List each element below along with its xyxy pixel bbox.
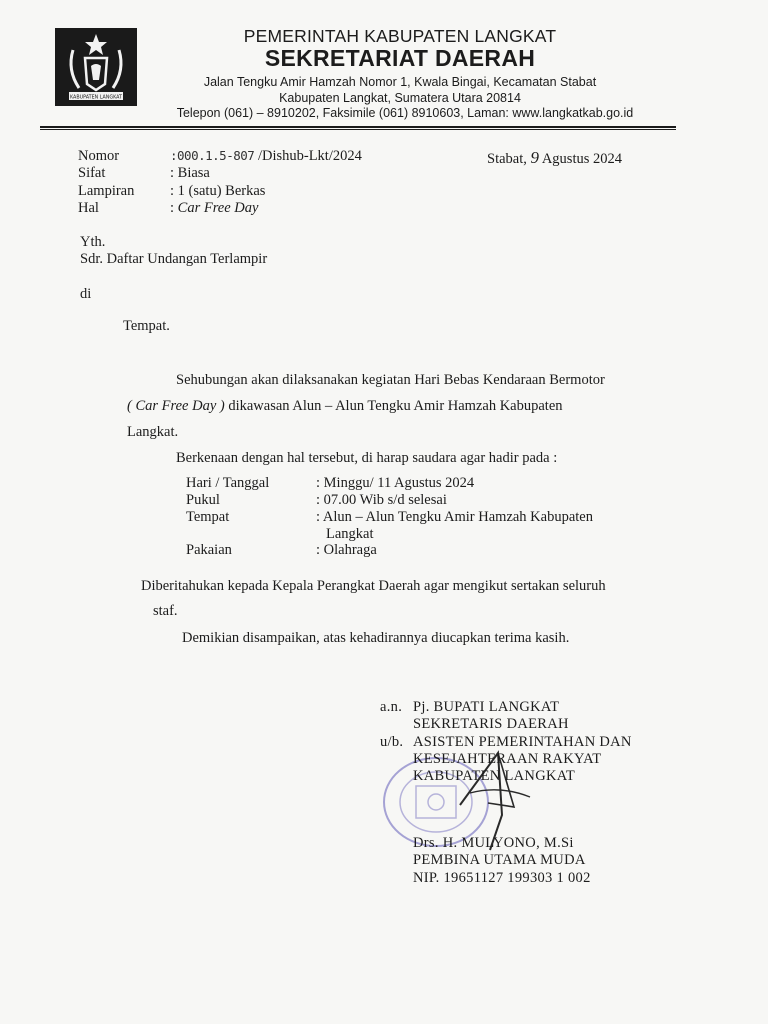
kabupaten-langkat-logo	[55, 28, 137, 106]
asisten-title-3: KABUPATEN LANGKAT	[413, 768, 576, 784]
nomor-handwritten: :000.1.5-807	[170, 148, 255, 163]
place-date-day: 9	[530, 148, 539, 167]
sekda-title: SEKRETARIS DAERAH	[413, 716, 569, 732]
ub-prefix: u/b.	[380, 734, 404, 750]
paragraph-1-line-2-rest: dikawasan Alun – Alun Tengku Amir Hamzah Kabupaten	[224, 398, 563, 414]
detail-pakaian-value: : Olahraga	[316, 542, 377, 558]
hal-label: Hal	[78, 200, 99, 216]
asisten-title-2: KESEJAHTERAAN RAKYAT	[413, 751, 602, 767]
closing-paragraph: Demikian disampaikan, atas kehadirannya diucapkan terima kasih.	[182, 630, 570, 646]
nomor-value	[170, 148, 362, 165]
paragraph-1-line-3: Langkat.	[127, 424, 179, 440]
detail-hari-value: : Minggu/ 11 Agustus 2024	[316, 475, 475, 491]
recipient-di: di	[80, 286, 92, 302]
recipient: Sdr. Daftar Undangan Terlampir	[80, 251, 268, 267]
detail-hari-label: Hari / Tanggal	[186, 475, 270, 491]
letterhead-office: SEKRETARIAT DAERAH	[264, 45, 536, 71]
detail-pukul-value: : 07.00 Wib s/d selesai	[316, 492, 447, 508]
signatory-rank: PEMBINA UTAMA MUDA	[413, 852, 586, 868]
svg-text:KABUPATEN LANGKAT: KABUPATEN LANGKAT	[70, 95, 122, 101]
lampiran-value: : 1 (satu) Berkas	[170, 183, 266, 199]
salutation: Yth.	[80, 234, 106, 250]
place-date-prefix: Stabat,	[487, 151, 531, 167]
an-prefix: a.n.	[380, 699, 403, 715]
recipient-place: Tempat.	[123, 318, 170, 334]
nomor-label: Nomor	[78, 148, 120, 164]
signatory-name: Drs. H. MULYONO, M.Si	[413, 835, 574, 851]
car-free-day-term: ( Car Free Day )	[127, 398, 225, 414]
letterhead-city: Kabupaten Langkat, Sumatera Utara 20814	[279, 91, 521, 105]
paragraph-1-line-2	[127, 398, 563, 415]
paragraph-2: Berkenaan dengan hal tersebut, di harap saudara agar hadir pada :	[176, 450, 558, 466]
sifat-value: : Biasa	[170, 165, 210, 181]
letterhead-divider-thin	[40, 129, 676, 130]
place-date	[487, 148, 622, 168]
hal-value	[170, 200, 258, 217]
place-date-suffix: Agustus 2024	[539, 151, 622, 167]
letterhead-government: PEMERINTAH KABUPATEN LANGKAT	[243, 26, 557, 46]
hal-colon: :	[170, 200, 178, 216]
hal-subject: Car Free Day	[177, 200, 259, 216]
an-title: Pj. BUPATI LANGKAT	[413, 699, 560, 715]
letterhead-contact: Telepon (061) – 8910202, Faksimile (061) 8910603, Laman: www.langkatkab.go.id	[176, 106, 634, 120]
paragraph-1-line-1: Sehubungan akan dilaksanakan kegiatan Hari Bebas Kendaraan Bermotor	[176, 372, 605, 388]
letterhead-divider	[40, 126, 676, 128]
letterhead-address: Jalan Tengku Amir Hamzah Nomor 1, Kwala Bingai, Kecamatan Stabat	[203, 75, 597, 89]
detail-pakaian-label: Pakaian	[186, 542, 232, 558]
detail-tempat-value-cont: Langkat	[326, 526, 374, 542]
signatory-nip: NIP. 19651127 199303 1 002	[413, 870, 591, 886]
asisten-title-1: ASISTEN PEMERINTAHAN DAN	[413, 734, 632, 750]
paragraph-3-line-2: staf.	[153, 603, 178, 619]
detail-tempat-value: : Alun – Alun Tengku Amir Hamzah Kabupaten	[316, 509, 593, 525]
nomor-suffix: /Dishub-Lkt/2024	[254, 148, 362, 164]
detail-pukul-label: Pukul	[186, 492, 220, 508]
paragraph-3-line-1: Diberitahukan kepada Kepala Perangkat Daerah agar mengikut sertakan seluruh	[141, 578, 606, 594]
detail-tempat-label: Tempat	[186, 509, 230, 525]
lampiran-label: Lampiran	[78, 183, 135, 199]
sifat-label: Sifat	[78, 165, 106, 181]
